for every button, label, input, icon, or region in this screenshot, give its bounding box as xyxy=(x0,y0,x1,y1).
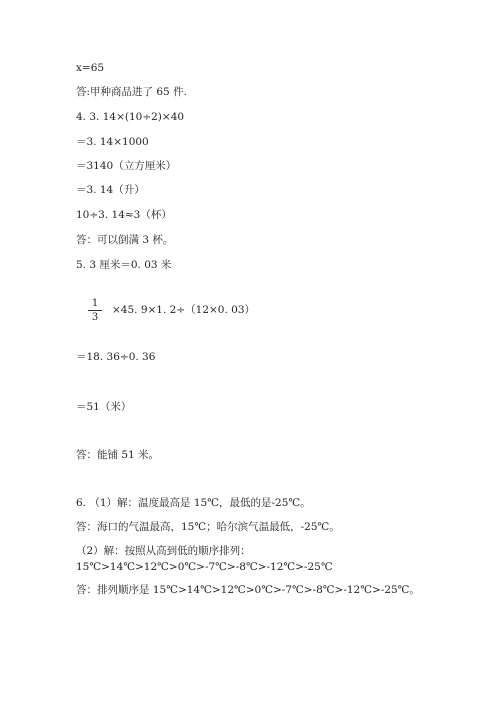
equation-line: ＝3. 14（升） xyxy=(76,184,145,196)
equation-line: 10÷3. 14≈3（杯） xyxy=(76,209,172,221)
fraction xyxy=(88,298,102,323)
ordering-line: （2）解：按照从高到低的顺序排列：15℃>14℃>12℃>0℃>-7℃>-8℃>-12℃>-25℃ xyxy=(76,545,333,573)
equation-line: ＝3. 14×1000 xyxy=(76,136,149,148)
answer-line: 答：排列顺序是 15℃>14℃>12℃>0℃>-7℃>-8℃>-12℃>-25℃。 xyxy=(76,584,420,596)
equation-line: ＝18. 36÷0. 36 xyxy=(76,351,156,363)
equation-line: ×45. 9×1. 2÷（12×0. 03） xyxy=(112,304,256,316)
answer-line: 答：可以倒满 3 杯。 xyxy=(76,234,174,246)
fraction-numerator: 1 xyxy=(91,298,99,309)
answer-line: 答：海口的气温最高，15℃；哈尔滨气温最低，-25℃。 xyxy=(76,521,340,533)
problem-6-line: 6. （1）解：温度最高是 15℃，最低的是-25℃。 xyxy=(76,497,311,509)
equation-line: x=65 xyxy=(76,62,105,74)
answer-line: 答：能铺 51 米。 xyxy=(76,449,160,461)
equation-line: ＝51（米） xyxy=(76,401,132,413)
problem-5-line: 5. 3 厘米＝0. 03 米 xyxy=(76,259,172,271)
fraction-denominator: 3 xyxy=(91,312,99,323)
equation-line: ＝3140（立方厘米） xyxy=(76,160,177,172)
answer-line: 答:甲种商品进了 65 件. xyxy=(76,86,187,98)
problem-4-line: 4. 3. 14×(10÷2)×40 xyxy=(76,111,185,123)
fraction-bar xyxy=(88,310,102,311)
